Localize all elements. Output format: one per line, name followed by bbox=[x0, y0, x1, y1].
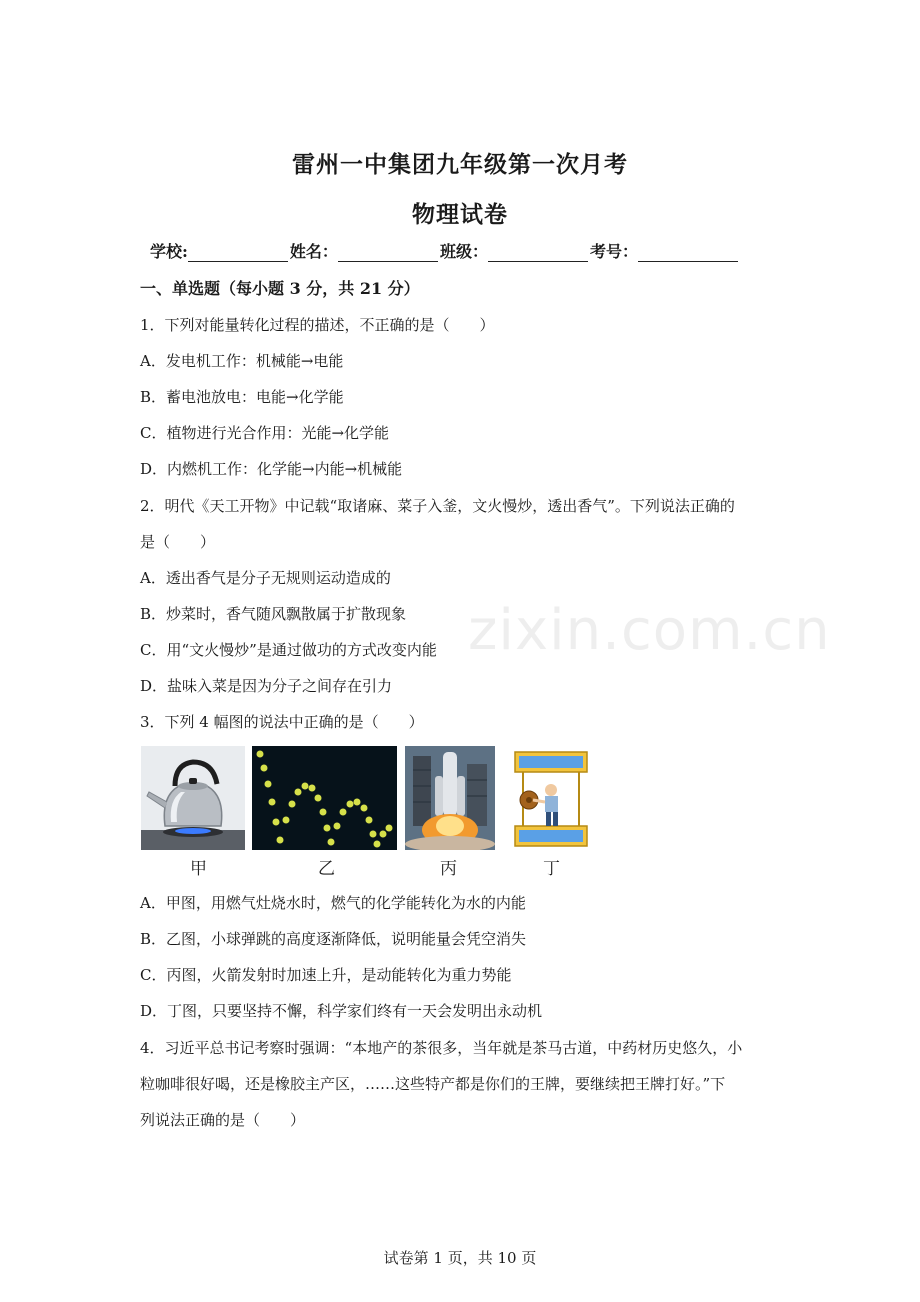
q3-option-a: A．甲图，用燃气灶烧水时，燃气的化学能转化为水的内能 bbox=[140, 894, 526, 912]
section-heading: 一、单选题（每小题 3 分，共 21 分） bbox=[140, 279, 420, 298]
caption-jia: 甲 bbox=[190, 859, 207, 879]
page-footer: 试卷第 1 页，共 10 页 bbox=[383, 1249, 537, 1267]
caption-bing: 丙 bbox=[440, 859, 457, 879]
q1-option-b: B．蓄电池放电：电能→化学能 bbox=[140, 388, 344, 406]
q2-stem-line2: 是（ ） bbox=[140, 533, 216, 551]
q3-option-c: C．丙图，火箭发射时加速上升，是动能转化为重力势能 bbox=[140, 966, 512, 984]
q1-option-a: A．发电机工作：机械能→电能 bbox=[140, 352, 344, 370]
q2-option-d: D．盐味入菜是因为分子之间存在引力 bbox=[140, 677, 393, 695]
q4-stem-line2: 粒咖啡很好喝，还是橡胶主产区，……这些特产都是你们的王牌，要继续把王牌打好。”下 bbox=[140, 1075, 726, 1093]
kettle-image bbox=[141, 746, 245, 850]
q1-option-d: D．内燃机工作：化学能→内能→机械能 bbox=[140, 460, 403, 478]
caption-ding: 丁 bbox=[543, 859, 560, 879]
id-blank bbox=[638, 243, 738, 262]
q2-option-b: B．炒菜时，香气随风飘散属于扩散现象 bbox=[140, 605, 407, 623]
q3-figures bbox=[141, 746, 601, 854]
q2-stem-line1: 2．明代《天工开物》中记载“取诸麻、菜子入釜，文火慢炒，透出香气”。下列说法正确的 bbox=[140, 497, 735, 515]
exam-subtitle: 物理试卷 bbox=[412, 201, 508, 228]
exam-title: 雷州一中集团九年级第一次月考 bbox=[292, 151, 628, 178]
school-blank bbox=[188, 243, 288, 262]
q2-option-c: C．用“文火慢炒”是通过做功的方式改变内能 bbox=[140, 641, 437, 659]
q3-stem: 3．下列 4 幅图的说法中正确的是（ ） bbox=[140, 713, 424, 731]
student-info-row bbox=[150, 239, 790, 262]
watermark: zixin.com.cn bbox=[468, 598, 831, 663]
bouncing-ball-image bbox=[252, 746, 397, 850]
q4-stem-line1: 4．习近平总书记考察时强调：“本地产的茶很多，当年就是茶马古道，中药材历史悠久，小 bbox=[140, 1039, 743, 1057]
id-label: 考号： bbox=[589, 242, 638, 261]
class-blank bbox=[488, 243, 588, 262]
rocket-launch-image bbox=[405, 746, 495, 850]
q3-option-b: B．乙图，小球弹跳的高度逐渐降低，说明能量会凭空消失 bbox=[140, 930, 527, 948]
school-label: 学校: bbox=[150, 242, 188, 261]
q1-option-c: C．植物进行光合作用：光能→化学能 bbox=[140, 424, 390, 442]
q4-stem-line3: 列说法正确的是（ ） bbox=[140, 1111, 306, 1129]
q1-stem: 1．下列对能量转化过程的描述，不正确的是（ ） bbox=[140, 316, 495, 334]
name-blank bbox=[338, 243, 438, 262]
name-label: 姓名： bbox=[289, 242, 338, 261]
q3-option-d: D．丁图，只要坚持不懈，科学家们终有一天会发明出永动机 bbox=[140, 1002, 543, 1020]
class-label: 班级： bbox=[439, 242, 488, 261]
caption-yi: 乙 bbox=[318, 859, 335, 879]
perpetual-motion-image bbox=[507, 746, 597, 850]
q2-option-a: A．透出香气是分子无规则运动造成的 bbox=[140, 569, 391, 587]
